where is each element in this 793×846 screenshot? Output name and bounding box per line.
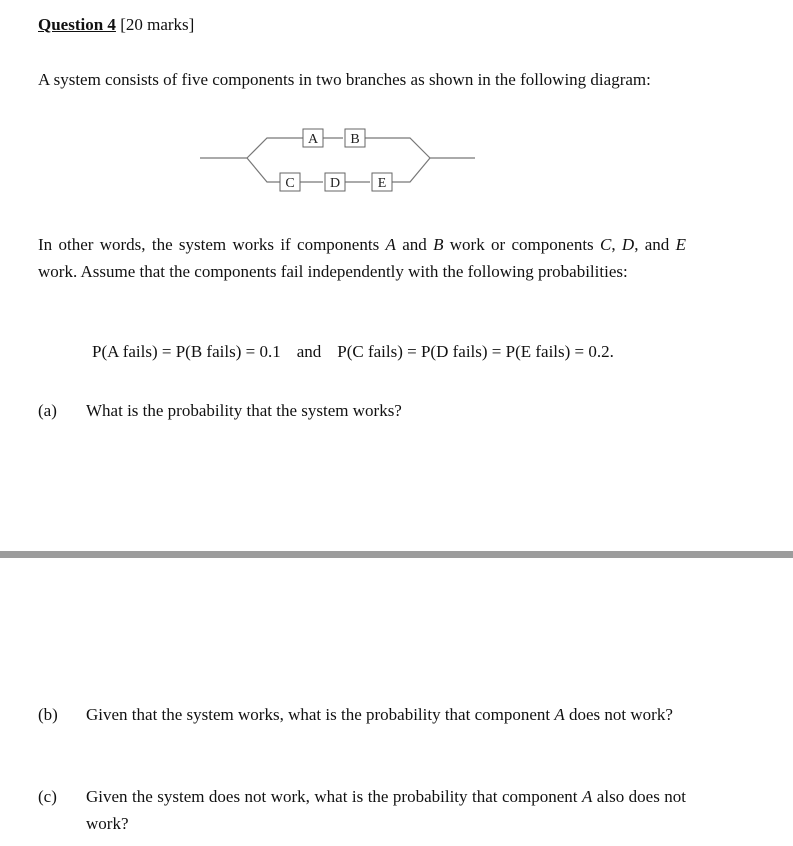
svg-text:E: E [377, 176, 387, 191]
part-c-label: (c) [38, 787, 57, 806]
probability-formula [92, 342, 614, 362]
formula-connector: and [296, 342, 322, 361]
component-D [325, 173, 345, 191]
svg-text:B: B [350, 132, 360, 147]
svg-text:D: D [329, 176, 341, 191]
question-heading [38, 13, 194, 37]
formula-right: P(C fails) = P(D fails) = P(E fails) = 0.2. [337, 342, 614, 361]
component-E [372, 173, 392, 191]
question-marks: [20 marks] [115, 15, 195, 34]
system-diagram [195, 120, 485, 200]
formula-left: P(A fails) = P(B fails) = 0.1 [92, 342, 281, 361]
part-a-text: What is the probability that the system works? [86, 401, 402, 420]
page-divider [0, 551, 793, 558]
part-c-text: Given the system does not work, what is the probability that component A also does not work? [86, 787, 686, 833]
component-A [303, 129, 323, 147]
intro-paragraph: A system consists of five components in two branches as shown in the following diagram: [38, 70, 651, 89]
svg-text:C: C [285, 176, 295, 191]
component-B [345, 129, 365, 147]
explanation-paragraph: In other words, the system works if components A and B work or components C, D, and E work. Assume that the components fail independently with the following probabilities: [38, 235, 687, 281]
part-b-text: Given that the system works, what is the probability that component A does not work? [86, 705, 673, 724]
svg-text:A: A [307, 132, 319, 147]
question-label: Question 4 [38, 15, 116, 34]
part-b-label: (b) [38, 705, 58, 724]
component-C [280, 173, 300, 191]
part-a-label: (a) [38, 401, 57, 420]
